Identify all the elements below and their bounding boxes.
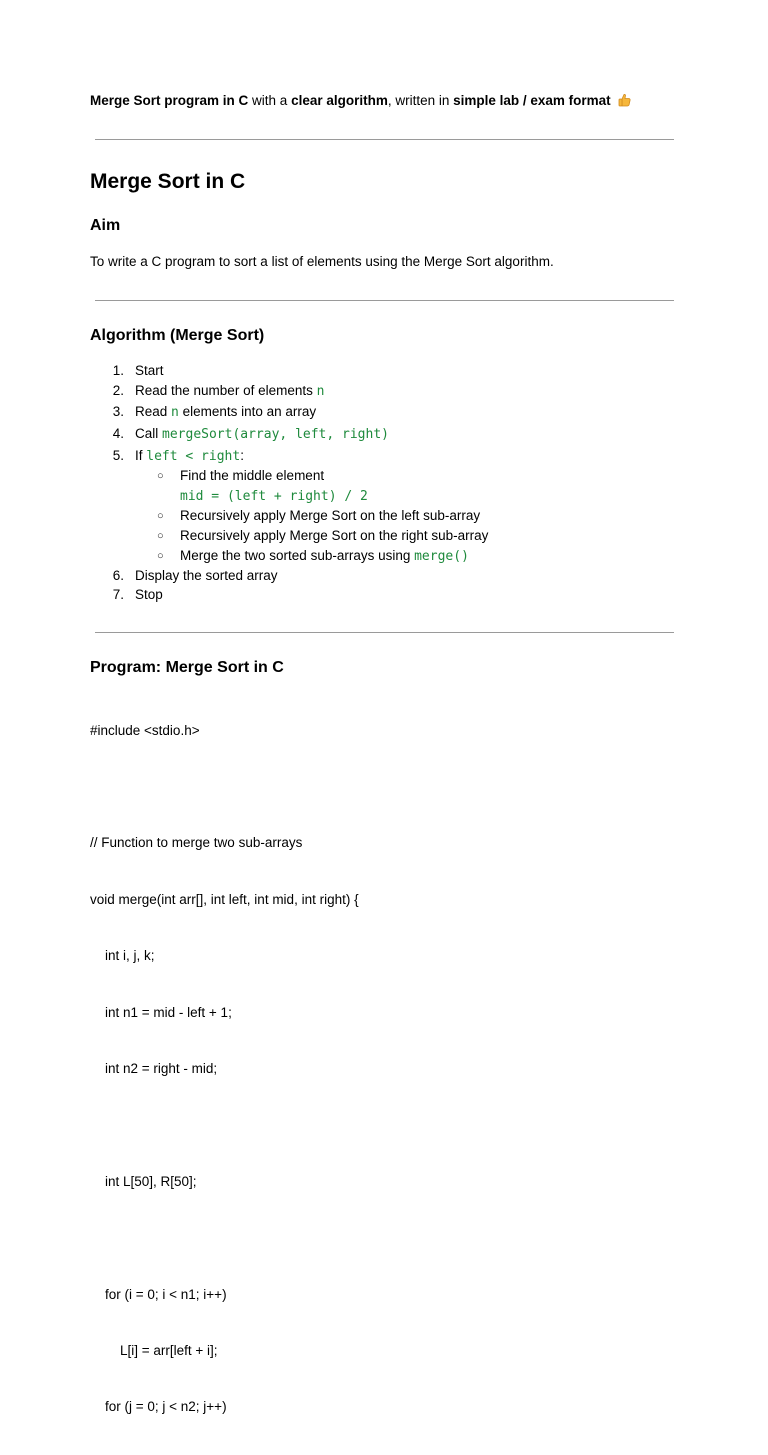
algorithm-heading: Algorithm (Merge Sort) xyxy=(90,327,265,344)
step-item xyxy=(135,382,324,401)
intro-text-1: with a xyxy=(248,93,292,108)
step-item xyxy=(135,403,316,422)
intro-text-2: , written in xyxy=(387,93,454,108)
step-item xyxy=(135,425,389,444)
step-number: 5. xyxy=(112,448,124,463)
code-line: int i, j, k; xyxy=(90,948,155,964)
step-text: elements into an array xyxy=(178,404,317,419)
bullet-icon: ○ xyxy=(157,470,164,482)
step-number: 6. xyxy=(112,568,124,583)
inline-code: left < right xyxy=(146,449,241,464)
step-text: If xyxy=(135,448,147,463)
intro-bold-3: simple lab / exam format xyxy=(453,93,611,108)
page-title: Merge Sort in C xyxy=(90,170,246,193)
step-item xyxy=(135,447,244,466)
step-number: 3. xyxy=(112,404,124,419)
substep-item: Recursively apply Merge Sort on the left sub-array xyxy=(180,508,481,523)
step-text: Merge the two sorted sub-arrays using xyxy=(180,548,415,563)
inline-code: mergeSort(array, left, right) xyxy=(162,427,389,442)
code-line: // Function to merge two sub-arrays xyxy=(90,835,303,851)
intro-bold-2: clear algorithm xyxy=(291,93,388,108)
step-text: Read the number of elements xyxy=(135,383,317,398)
step-text: Start xyxy=(135,363,164,378)
substep-item: Recursively apply Merge Sort on the right sub-array xyxy=(180,528,489,543)
step-item xyxy=(135,362,164,380)
divider-1 xyxy=(95,139,674,140)
step-number: 1. xyxy=(112,363,124,378)
substep-item xyxy=(180,547,469,566)
step-text: Call xyxy=(135,426,163,441)
step-text: Read xyxy=(135,404,172,419)
code-line: #include <stdio.h> xyxy=(90,722,200,738)
bullet-icon: ○ xyxy=(157,550,164,562)
program-heading: Program: Merge Sort in C xyxy=(90,659,284,676)
aim-heading: Aim xyxy=(90,217,121,234)
inline-code: merge() xyxy=(414,549,469,564)
code-line xyxy=(90,1116,359,1135)
code-line xyxy=(90,778,359,797)
step-number: 7. xyxy=(112,587,124,602)
thumbs-up-icon xyxy=(618,93,631,107)
inline-code: n xyxy=(316,384,325,399)
code-line xyxy=(90,1229,359,1248)
code-line: int n1 = mid - left + 1; xyxy=(90,1004,232,1020)
substep-item: Find the middle element xyxy=(180,468,325,483)
bullet-icon: ○ xyxy=(157,510,164,522)
inline-code: mid = (left + right) / 2 xyxy=(180,489,368,504)
divider-3 xyxy=(95,632,674,633)
code-line: void merge(int arr[], int left, int mid, int right) { xyxy=(90,891,359,907)
code-line: for (i = 0; i < n1; i++) xyxy=(90,1286,227,1302)
intro-bold-1: Merge Sort program in C xyxy=(90,93,249,108)
code-block xyxy=(90,684,359,1455)
code-line: L[i] = arr[left + i]; xyxy=(90,1342,218,1358)
inline-code: n xyxy=(171,405,179,420)
step-text: : xyxy=(240,448,244,463)
code-line: int L[50], R[50]; xyxy=(90,1173,197,1189)
bullet-icon: ○ xyxy=(157,530,164,542)
step-item: Stop xyxy=(135,587,163,602)
code-line: int n2 = right - mid; xyxy=(90,1060,218,1076)
code-line: for (j = 0; j < n2; j++) xyxy=(90,1399,227,1415)
step-number: 4. xyxy=(112,426,124,441)
step-item: Display the sorted array xyxy=(135,568,278,583)
step-number: 2. xyxy=(112,383,124,398)
intro-line xyxy=(90,92,631,110)
divider-2 xyxy=(95,300,674,301)
aim-text: To write a C program to sort a list of elements using the Merge Sort algorithm. xyxy=(90,254,554,269)
